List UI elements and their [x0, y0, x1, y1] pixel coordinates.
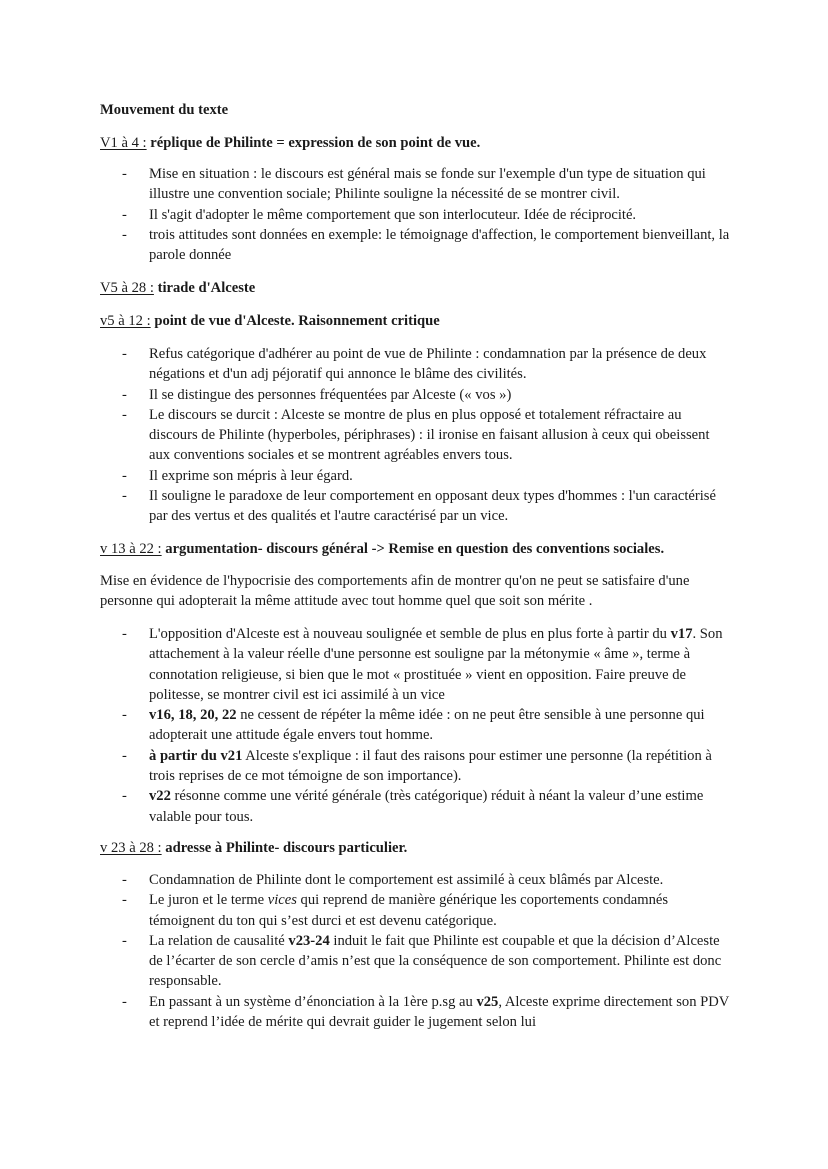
list-item: - Il souligne le paradoxe de leur comportement en opposant deux types d'hommes : l'un caractérisé par des vertus et des qualités et l'autre caractérisé par un vice. — [100, 486, 730, 527]
list-item — [100, 746, 730, 787]
item-text: , Alceste exprime directement son PDV et reprend l’idée de mérite qui devrait guider le jugement selon lui — [149, 993, 730, 1031]
list-item — [100, 705, 730, 746]
list-item — [100, 870, 730, 890]
document-heading: Mouvement du texte — [100, 102, 229, 118]
section-label: v5 à 12 : — [100, 313, 151, 329]
section-title: tirade d'Alceste — [157, 280, 256, 296]
verse-reference: v25 — [476, 993, 499, 1010]
section-heading-v13-22 — [100, 539, 736, 559]
verse-reference: v17 — [670, 626, 693, 642]
item-text: ne cessent de répéter la même idée : on ne peut être sensible à une personne qui adopterait une attitude égale envers tout homme. — [149, 707, 705, 744]
list-item: - Il se distingue des personnes fréquentées par Alceste (« vos ») — [100, 385, 730, 405]
section-label: V1 à 4 : — [100, 135, 147, 151]
item-text: qui reprend de manière générique les coportements condamnés témoignent du ton qui s’est durci et est devenu catégorique. — [149, 892, 669, 929]
list-item: - trois attitudes sont données en exemple: le témoignage d'affection, le comportement bienveillant, la parole donnée — [100, 225, 730, 266]
section-heading-v5-28 — [100, 278, 736, 298]
bullet-list-v13-22 — [100, 624, 730, 827]
list-item — [100, 992, 730, 1033]
section-title: adresse à Philinte- discours particulier. — [165, 840, 408, 856]
verse-reference: à partir du v21 — [149, 747, 243, 764]
item-text: Condamnation de Philinte dont le comportement est assimilé à ceux blâmés par Alceste. — [149, 872, 664, 888]
list-item: - Le discours se durcit : Alceste se montre de plus en plus opposé et totalement réfractaire au discours de Philinte (hyperboles, périphrases) : il ironise en faisant allusion à ceux qui obeissent aux conventions sociales et se montrent agréables envers tous. — [100, 405, 730, 466]
item-text: induit le fait que Philinte est coupable et que la décision d’Alceste de l’écarter de son cercle d’amis n’est que la conséquence de son comportement. Philinte est donc responsable. — [149, 932, 722, 990]
list-item — [100, 931, 730, 992]
section-heading-v23-28 — [100, 838, 736, 858]
list-item: - Mise en situation : le discours est général mais se fonde sur l'exemple d'un type de situation qui illustre une convention sociale; Philinte souligne la nécessité de se montrer civil. — [100, 164, 730, 205]
section-intro-paragraph: Mise en évidence de l'hypocrisie des comportements afin de montrer qu'on ne peut se satisfaire d'une personne qui adopterait la même attitude avec tout homme quel que soit son mérite . — [100, 573, 690, 610]
section-heading-v5-12 — [100, 311, 736, 331]
list-item — [100, 786, 730, 827]
item-text: Le juron et le terme — [149, 892, 268, 909]
bullet-list-v23-28 — [100, 870, 730, 1032]
item-text: En passant à un système d’énonciation à la 1ère p.sg au — [149, 993, 477, 1010]
section-heading-v1-4 — [100, 133, 736, 153]
verse-reference: v23-24 — [288, 932, 330, 949]
verse-reference: v22 — [149, 788, 171, 805]
section-title: argumentation- discours général -> Remise en question des conventions sociales. — [165, 541, 665, 557]
item-text: Alceste s'explique : il faut des raisons pour estimer une personne (la repétition à trois reprises de ce mot témoigne de son importance). — [149, 747, 712, 785]
list-item: - Il s'agit d'adopter le même comportement que son interlocuteur. Idée de réciprocité. — [100, 205, 730, 225]
section-title: réplique de Philinte = expression de son point de vue. — [150, 135, 481, 151]
bullet-list-v5-12 — [100, 344, 730, 527]
section-label: V5 à 28 : — [100, 280, 154, 296]
list-item — [100, 890, 730, 931]
verse-reference: v16, 18, 20, 22 — [149, 707, 237, 724]
bullet-list-v1-4 — [100, 164, 730, 265]
section-label: v 23 à 28 : — [100, 840, 162, 856]
section-label: v 13 à 22 : — [100, 541, 162, 557]
item-text: La relation de causalité — [149, 932, 289, 949]
item-text: résonne comme une vérité générale (très catégorique) réduit à néant la valeur d’une estime valable pour tous. — [149, 788, 704, 825]
item-text: L'opposition d'Alceste est à nouveau soulignée et semble de plus en plus forte à partir du — [149, 626, 671, 642]
list-item: - Refus catégorique d'adhérer au point de vue de Philinte : condamnation par la présence de deux négations et d'un adj péjoratif qui annonce le blâme des civilités. — [100, 344, 730, 385]
italic-term: vices — [267, 892, 297, 909]
list-item: - Il exprime son mépris à leur égard. — [100, 466, 730, 486]
item-text: . Son attachement à la valeur réelle d'une personne est souligne par la métonymie « âme », terme à connotation religieuse, si bien que le mot « prostituée » vient en opposition. Faire preuve de politesse, se montrer civil est ici assimilé à un vice — [149, 626, 723, 703]
list-item — [100, 624, 730, 705]
section-title: point de vue d'Alceste. Raisonnement critique — [154, 313, 440, 329]
